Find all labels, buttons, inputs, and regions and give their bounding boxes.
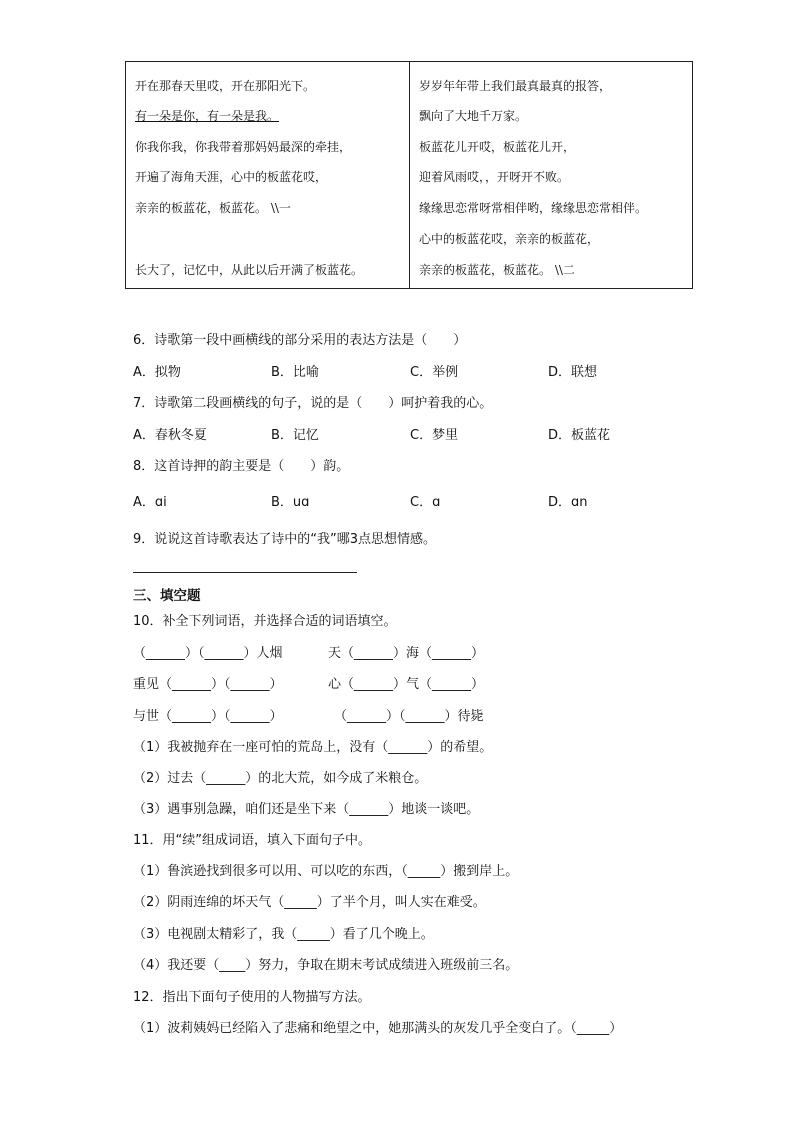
q7-option-a[interactable]: A．春秋冬夏 (133, 428, 207, 443)
poem-line: 板蓝花儿开哎，板蓝花儿开， (419, 140, 576, 154)
section-title: 三、填空题 (133, 588, 201, 604)
q10-word[interactable]: 与世（______）（______） (133, 709, 283, 724)
q6-option-d[interactable]: D．联想 (548, 365, 598, 380)
q8-option-a[interactable]: A．ɑi (133, 495, 167, 510)
question-8: 8．这首诗押的韵主要是（ ）韵。 (133, 459, 350, 474)
poem-line: 开遍了海角天涯，心中的板蓝花哎， (135, 170, 328, 184)
poem-line: 迎着风雨哎，，开呀开不败。 (419, 170, 570, 184)
q8-option-d[interactable]: D．ɑn (548, 495, 588, 510)
q10-sentence[interactable]: （2）过去（______）的北大荒，如今成了米粮仓。 (133, 771, 428, 786)
q10-sentence[interactable]: （3）遇事别急躁，咱们还是坐下来（______）地谈一谈吧。 (133, 802, 480, 817)
poem-stanza-2 (410, 62, 692, 288)
answer-line[interactable] (133, 572, 357, 573)
poem-line: 岁岁年年带上我们最真最真的报答， (419, 79, 612, 93)
poem-line: 开在那春天里哎，开在那阳光下。 (135, 79, 316, 93)
poem-line: 亲亲的板蓝花，板蓝花。 \\一 (135, 201, 291, 215)
poem-line: 长大了，记忆中，从此以后开满了板蓝花。 (135, 263, 364, 277)
question-10: 10．补全下列词语，并选择合适的词语填空。 (133, 614, 397, 629)
poem-line: 缘缘思恋常呀常相伴哟，缘缘思恋常相伴。 (419, 201, 648, 215)
q6-option-b[interactable]: B．比喻 (271, 365, 319, 380)
poem-line-underlined: 有一朵是你，有一朵是我。 (135, 109, 280, 123)
poem-line: 心中的板蓝花哎，亲亲的板蓝花， (419, 232, 600, 246)
poem-line: 你我你我，你我带着那妈妈最深的牵挂， (135, 140, 352, 154)
poem-table (125, 61, 693, 289)
poem-stanza-1 (126, 62, 410, 288)
question-11: 11．用“续”组成词语，填入下面句子中。 (133, 833, 372, 848)
q11-sentence[interactable]: （3）电视剧太精彩了，我（_____）看了几个晚上。 (133, 927, 434, 942)
q7-option-d[interactable]: D．板蓝花 (548, 428, 611, 443)
q10-word[interactable]: 天（______）海（______） (328, 646, 485, 661)
q11-sentence[interactable]: （2）阴雨连绵的坏天气（_____）了半个月，叫人实在难受。 (133, 895, 486, 910)
q8-option-b[interactable]: B．uɑ (271, 495, 310, 510)
q7-option-b[interactable]: B．记忆 (271, 428, 319, 443)
poem-line: 亲亲的板蓝花，板蓝花。 \\二 (419, 263, 575, 277)
q10-word[interactable]: （______）（______）待毙 (334, 709, 484, 724)
q10-word[interactable]: 心（______）气（______） (328, 677, 485, 692)
question-6: 6．诗歌第一段中画横线的部分采用的表达方法是（ ） (133, 333, 467, 348)
q6-option-c[interactable]: C．举例 (410, 365, 459, 380)
poem-line: 飘向了大地千万家。 (419, 109, 528, 123)
question-7: 7．诗歌第二段画横线的句子，说的是（ ）呵护着我的心。 (133, 396, 493, 411)
q11-sentence[interactable]: （4）我还要（____）努力，争取在期末考试成绩进入班级前三名。 (133, 958, 519, 973)
question-12: 12．指出下面句子使用的人物描写方法。 (133, 990, 371, 1005)
q7-option-c[interactable]: C．梦里 (410, 428, 459, 443)
q6-option-a[interactable]: A．拟物 (133, 365, 181, 380)
q8-option-c[interactable]: C．ɑ (410, 495, 441, 510)
q11-sentence[interactable]: （1）鲁滨逊找到很多可以用、可以吃的东西，（_____）搬到岸上。 (133, 864, 519, 879)
q10-sentence[interactable]: （1）我被抛弃在一座可怕的荒岛上，没有（______）的希望。 (133, 740, 493, 755)
question-9: 9．说说这首诗歌表达了诗中的“我”哪3点思想情感。 (133, 532, 437, 547)
q10-word[interactable]: （______）（______）人烟 (133, 646, 283, 661)
q10-word[interactable]: 重见（______）（______） (133, 677, 283, 692)
q12-sentence[interactable]: （1）波莉姨妈已经陷入了悲痛和绝望之中，她那满头的灰发几乎全变白了。（_____） (133, 1021, 623, 1036)
